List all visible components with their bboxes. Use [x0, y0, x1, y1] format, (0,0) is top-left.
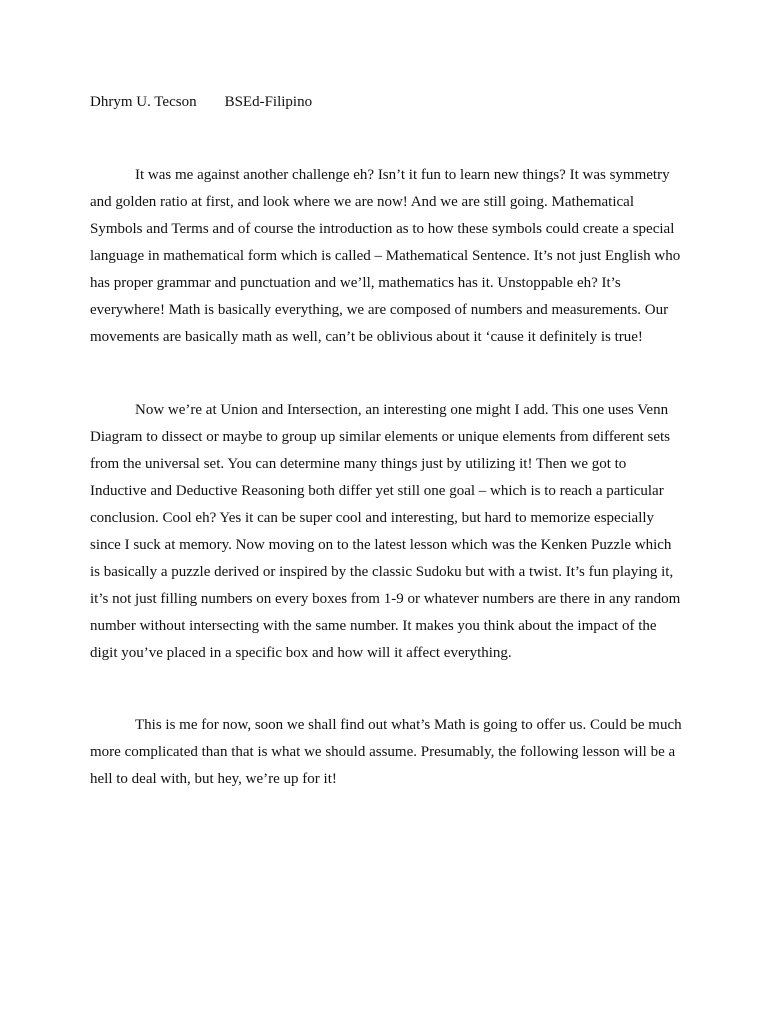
author-name: Dhrym U. Tecson [90, 94, 197, 110]
paragraph-3: This is me for now, soon we shall find out what’s Math is going to offer us. Could be much more complicated than that is what we should assume. Presumably, the following lesson will be a hell to deal with, but hey, we’re up for it! [90, 717, 682, 787]
paragraph-1: It was me against another challenge eh? Isn’t it fun to learn new things? It was symmetry and golden ratio at first, and look where we are now! And we are still going. Mathematical Symbols and Terms and of course the introduction as to how these symbols could create a special language in mathematical form which is called – Mathematical Sentence. It’s not just English who has proper grammar and punctuation and we’ll, mathematics has it. Unstoppable eh? It’s everywhere! Math is basically everything, we are composed of numbers and measurements. Our movements are basically math as well, can’t be oblivious about it ‘cause it definitely is true! [90, 167, 681, 345]
paragraph-2: Now we’re at Union and Intersection, an interesting one might I add. This one uses Venn Diagram to dissect or maybe to group up similar elements or unique elements from different sets from the universal set. You can determine many things just by utilizing it! Then we got to Inductive and Deductive Reasoning both differ yet still one goal – which is to reach a particular conclusion. Cool eh? Yes it can be super cool and interesting, but hard to memorize especially since I suck at memory. Now moving on to the latest lesson which was the Kenken Puzzle which is basically a puzzle derived or inspired by the classic Sudoku but with a twist. It’s fun playing it, it’s not just filling numbers on every boxes from 1-9 or whatever numbers are there in any random number without intersecting with the same number. It makes you think about the impact of the digit you’ve placed in a specific box and how will it affect everything. [90, 402, 681, 661]
document-header [90, 93, 312, 111]
program-name: BSEd-Filipino [224, 94, 313, 110]
